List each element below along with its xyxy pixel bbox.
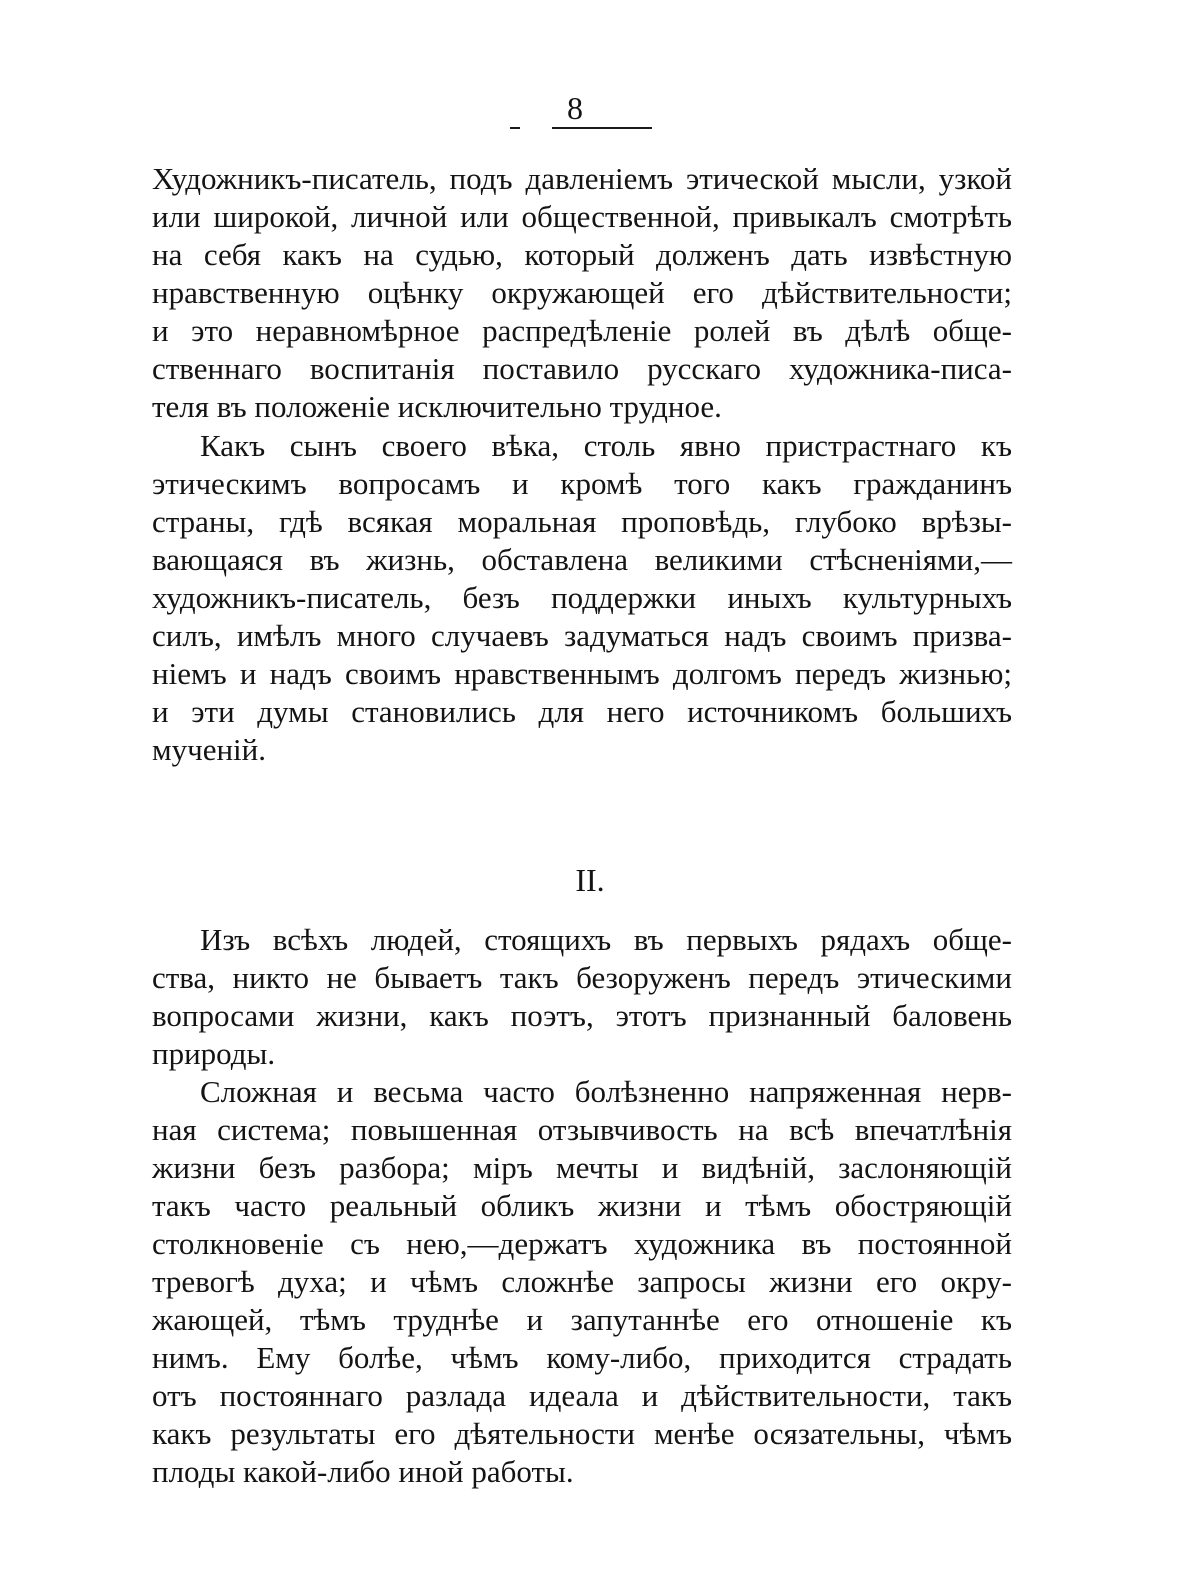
paragraph-4-line-1: Сложная и весьма часто болѣзненно напряженная нерв- <box>200 1074 1012 1109</box>
paragraph-1-line-4: нравственную оцѣнку окружающей его дѣйствительности; <box>152 275 1012 310</box>
paragraph-3-line-4: природы. <box>152 1036 276 1071</box>
paragraph-4-line-9: отъ постояннаго разлада идеала и дѣйствительности, такъ <box>152 1378 1012 1413</box>
paragraph-4-line-5: столкновеніе съ нею,—держатъ художника въ постоянной <box>152 1226 1012 1261</box>
paragraph-3-line-1: Изъ всѣхъ людей, стоящихъ въ первыхъ рядахъ обще- <box>200 922 1012 957</box>
paragraph-2-line-8: и эти думы становились для него источникомъ большихъ <box>152 694 1012 729</box>
paragraph-3-line-2: ства, никто не бываетъ такъ безоруженъ передъ этическими <box>152 960 1012 995</box>
paragraph-2-line-3: страны, гдѣ всякая моральная проповѣдь, глубоко врѣзы- <box>152 504 1012 539</box>
paragraph-2-line-5: художникъ-писатель, безъ поддержки иныхъ культурныхъ <box>152 580 1012 615</box>
paragraph-4-line-10: какъ результаты его дѣятельности менѣе осязательны, чѣмъ <box>152 1416 1012 1451</box>
paragraph-4-line-3: жизни безъ разбора; міръ мечты и видѣній, заслоняющій <box>152 1150 1012 1185</box>
paragraph-1-line-7: теля въ положеніе исключительно трудное. <box>152 389 722 424</box>
paragraph-4-line-6: тревогѣ духа; и чѣмъ сложнѣе запросы жизни его окру- <box>152 1264 1012 1299</box>
paragraph-1-line-6: ственнаго воспитанія поставило русскаго художника-писа- <box>152 351 1012 386</box>
paragraph-1-line-2: или широкой, личной или общественной, привыкалъ смотрѣть <box>152 199 1012 234</box>
paragraph-4-line-2: ная система; повышенная отзывчивость на всѣ впечатлѣнія <box>152 1112 1012 1147</box>
paragraph-1-line-5: и это неравномѣрное распредѣленіе ролей въ дѣлѣ обще- <box>152 313 1012 348</box>
paragraph-1-line-3: на себя какъ на судью, который долженъ дать извѣстную <box>152 237 1012 272</box>
paragraph-2-line-1: Какъ сынъ своего вѣка, столь явно пристрастнаго къ <box>200 428 1012 463</box>
paragraph-2-line-9: мученій. <box>152 732 267 767</box>
paragraph-4-line-11: плоды какой-либо иной работы. <box>152 1454 574 1489</box>
paragraph-4-line-4: такъ часто реальный обликъ жизни и тѣмъ обостряющій <box>152 1188 1012 1223</box>
header-rule <box>552 127 652 129</box>
paragraph-2-line-2: этическимъ вопросамъ и кромѣ того какъ гражданинъ <box>152 466 1012 501</box>
page-number: 8 <box>567 90 583 126</box>
paragraph-2-line-7: ніемъ и надъ своимъ нравственнымъ долгомъ передъ жизнью; <box>152 656 1012 691</box>
paragraph-3-line-3: вопросами жизни, какъ поэтъ, этотъ признанный баловень <box>152 998 1012 1033</box>
section-heading: II. <box>575 862 605 898</box>
paragraph-1-line-1: Художникъ-писатель, подъ давленіемъ этической мысли, узкой <box>152 161 1012 196</box>
paragraph-4-line-8: нимъ. Ему болѣе, чѣмъ кому-либо, приходится страдать <box>152 1340 1012 1375</box>
paragraph-4-line-7: жающей, тѣмъ труднѣе и запутаннѣе его отношеніе къ <box>152 1302 1012 1337</box>
paragraph-2-line-4: вающаяся въ жизнь, обставлена великими стѣсненіями,— <box>152 542 1012 577</box>
header-rule-dash <box>510 127 520 129</box>
paragraph-2-line-6: силъ, имѣлъ много случаевъ задуматься надъ своимъ призва- <box>152 618 1012 653</box>
